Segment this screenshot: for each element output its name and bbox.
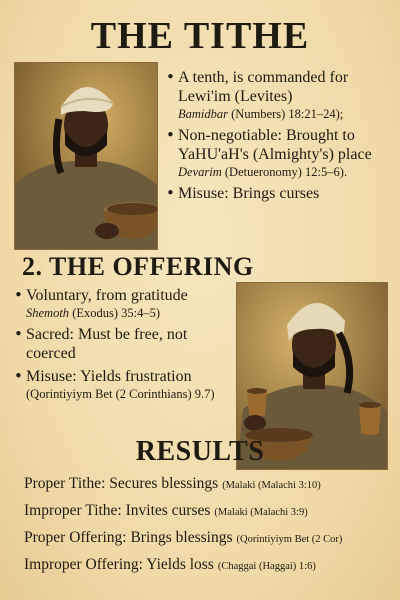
results-list xyxy=(24,474,396,582)
result-text: Improper Offering: Yields loss xyxy=(24,556,214,573)
tithe-bullet-reference: Devarim (Detueronomy) 12:5–6). xyxy=(178,165,348,179)
tithe-bullet-text: • A tenth, is commanded for Lewi'im (Levites) xyxy=(178,69,349,105)
offering-bullet xyxy=(14,367,232,402)
offering-bullet xyxy=(14,286,232,321)
offering-bullet xyxy=(14,325,232,363)
offering-bullet-text: • Misuse: Yields frustration xyxy=(26,368,192,385)
offering-bullet-reference: Shemoth (Exodus) 35:4–5) xyxy=(26,306,161,320)
tithe-bullet-text: • Non-negotiable: Brought to YaHU'aH's (Almighty's) place xyxy=(178,127,372,163)
tithe-bullet-reference: Bamidbar (Numbers) 18:21–24); xyxy=(178,107,344,121)
result-reference: (Malaki (Malachi 3:10) xyxy=(222,480,321,491)
tithe-bullet xyxy=(166,184,392,203)
result-row xyxy=(24,555,396,577)
result-row xyxy=(24,501,396,523)
offering-bullet-text: • Voluntary, from gratitude xyxy=(26,287,188,304)
man-with-bowl-illustration xyxy=(15,63,157,249)
tithe-bullet xyxy=(166,126,392,180)
tithe-bullet-list xyxy=(166,68,392,207)
result-text: Proper Offering: Brings blessings xyxy=(24,529,233,546)
page-title: THE TITHE xyxy=(90,15,310,57)
result-row xyxy=(24,528,396,550)
offering-bullet-reference: (Qorintiyiym Bet (2 Corinthians) 9.7) xyxy=(26,387,215,401)
offering-heading: 2. THE OFFERING xyxy=(22,252,254,281)
offering-bullet-list xyxy=(14,286,232,406)
tithe-bullet xyxy=(166,68,392,122)
results-heading: RESULTS xyxy=(135,436,265,467)
man-with-bowl-image xyxy=(14,62,158,250)
result-row xyxy=(24,474,396,496)
result-text: Improper Tithe: Invites curses xyxy=(24,502,211,519)
offering-bullet-text: • Sacred: Must be free, not coerced xyxy=(26,326,188,362)
result-reference: (Malaki (Malachi 3:9) xyxy=(214,507,308,518)
tithe-bullet-text: • Misuse: Brings curses xyxy=(178,185,320,202)
result-reference: (Qorintiyiym Bet (2 Cor) xyxy=(236,534,343,545)
result-reference: (Chaggai (Haggai) 1:6) xyxy=(217,561,316,572)
result-text: Proper Tithe: Secures blessings xyxy=(24,475,219,492)
